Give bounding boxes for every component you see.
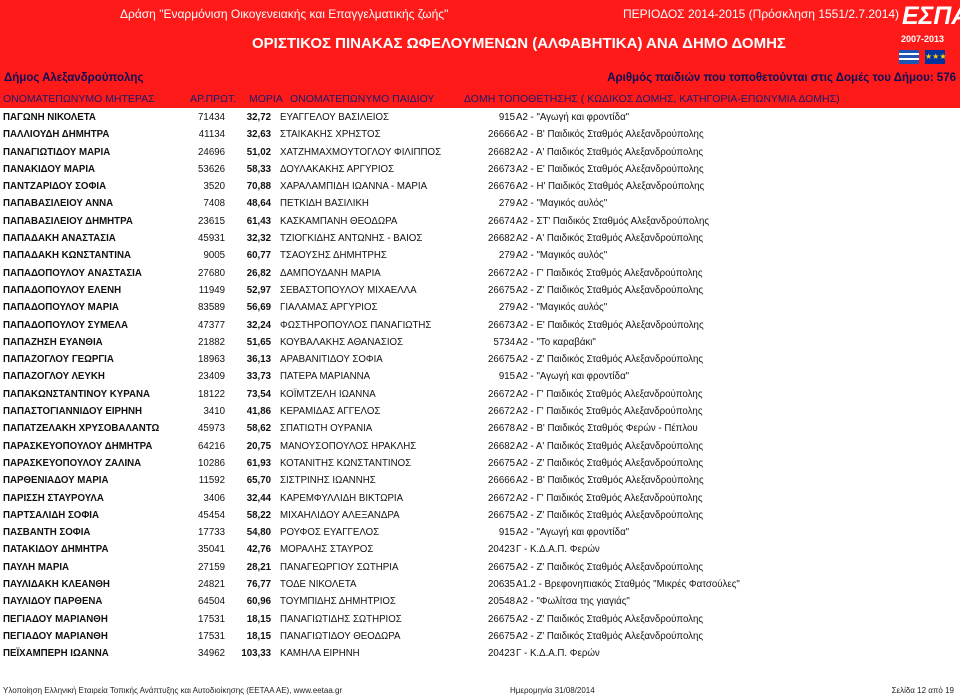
cell-unit: Α2 - Γ' Παιδικός Σταθμός Αλεξανδρούπολης — [516, 492, 703, 504]
cell-code: 26672 — [488, 406, 515, 418]
cell-mother: ΠΕΪΧΑΜΠΕΡΗ ΙΩΑΝΝΑ — [3, 648, 109, 660]
cell-child: ΣΙΣΤΡΙΝΗΣ ΙΩΑΝΝΗΣ — [280, 475, 376, 487]
footer-page: Σελίδα 12 από 19 — [891, 686, 954, 695]
table-row — [0, 439, 960, 456]
cell-score: 42,76 — [246, 544, 271, 556]
cell-mother: ΠΑΠΑΒΑΣΙΛΕΙΟΥ ΔΗΜΗΤΡΑ — [3, 215, 133, 227]
cell-mother: ΠΑΡΘΕΝΙΑΔΟΥ ΜΑΡΙΑ — [3, 475, 109, 487]
cell-mother: ΠΑΠΑΔΟΠΟΥΛΟΥ ΕΛΕΝΗ — [3, 284, 122, 296]
cell-unit: Α2 - "Μαγικός αυλός" — [516, 198, 608, 210]
table-row — [0, 508, 960, 525]
table-row — [0, 612, 960, 629]
logo-years: 2007-2013 — [901, 34, 945, 44]
cell-code: 26672 — [488, 267, 515, 279]
cell-unit: Α2 - "Αγωγή και φροντίδα" — [516, 371, 630, 383]
cell-mother: ΠΑΛΛΙΟΥΔΗ ΔΗΜΗΤΡΑ — [3, 129, 110, 141]
cell-code: 26666 — [488, 129, 515, 141]
cell-unit: Α2 - "Μαγικός αυλός" — [516, 302, 608, 314]
cell-code: 20548 — [488, 596, 515, 608]
cell-code: 26682 — [488, 146, 515, 158]
cell-protocol: 64504 — [198, 596, 225, 608]
cell-protocol: 3520 — [203, 181, 225, 193]
cell-child: ΣΕΒΑΣΤΟΠΟΥΛΟΥ ΜΙΧΑΕΛΛΑ — [280, 284, 417, 296]
cell-protocol: 17531 — [198, 613, 225, 625]
cell-score: 52,97 — [246, 284, 271, 296]
cell-code: 26673 — [488, 163, 515, 175]
cell-unit: Α2 - Β' Παιδικός Σταθμός Φερών - Πέπλου — [516, 423, 698, 435]
cell-code: 26675 — [488, 354, 515, 366]
cell-score: 32,72 — [246, 112, 271, 123]
cell-code: 26682 — [488, 233, 515, 245]
cell-child: ΚΟΪΜΤΖΕΛΗ ΙΩΑΝΝΑ — [280, 388, 376, 400]
cell-code: 915 — [498, 527, 515, 539]
cell-protocol: 27159 — [198, 561, 225, 573]
table-row — [0, 421, 960, 438]
col-protocol: ΑΡ.ΠΡΩΤ. — [190, 93, 237, 105]
cell-child: ΑΡΑΒΑΝΙΤΙΔΟΥ ΣΟΦΙΑ — [280, 354, 383, 366]
table-row — [0, 456, 960, 473]
cell-code: 20635 — [488, 579, 515, 591]
cell-score: 32,44 — [246, 492, 271, 504]
table-row — [0, 525, 960, 542]
cell-code: 26672 — [488, 388, 515, 400]
footer-credit: Υλοποίηση Ελληνική Εταιρεία Τοπικής Ανάπτυξης και Αυτοδιοίκησης (ΕΕΤΑΑ ΑΕ), www.eetaa.gr — [3, 686, 343, 695]
cell-protocol: 11592 — [198, 475, 225, 487]
cell-child: ΣΠΑΤΙΩΤΗ ΟΥΡΑΝΙΑ — [280, 423, 373, 435]
cell-mother: ΠΑΠΑΖΗΣΗ ΕΥΑΝΘΙΑ — [3, 336, 103, 348]
table-row — [0, 646, 960, 663]
cell-score: 58,62 — [246, 423, 271, 435]
cell-score: 18,15 — [246, 613, 271, 625]
cell-code: 26682 — [488, 440, 515, 452]
cell-mother: ΠΑΠΑΔΑΚΗ ΚΩΝΣΤΑΝΤΙΝΑ — [3, 250, 131, 262]
cell-mother: ΠΑΠΑΖΟΓΛΟΥ ΓΕΩΡΓΙΑ — [3, 354, 114, 366]
cell-unit: Α2 - Ζ' Παιδικός Σταθμός Αλεξανδρούπολης — [516, 509, 704, 521]
program-title: Δράση "Εναρμόνιση Οικογενειακής και Επαγγελματικής ζωής" — [120, 7, 449, 21]
cell-score: 32,63 — [246, 129, 271, 141]
cell-score: 36,13 — [246, 354, 271, 366]
cell-child: ΧΑΤΖΗΜΑΧΜΟΥΤΟΓΛΟΥ ΦΙΛΙΠΠΟΣ — [280, 146, 442, 158]
cell-score: 56,69 — [246, 302, 271, 314]
cell-mother: ΠΑΝΑΚΙΔΟΥ ΜΑΡΙΑ — [3, 163, 96, 175]
cell-unit: Α2 - Η' Παιδικός Σταθμός Αλεξανδρούπολης — [516, 181, 705, 193]
cell-mother: ΠΕΓΙΑΔΟΥ ΜΑΡΙΑΝΘΗ — [3, 613, 108, 625]
cell-protocol: 21882 — [198, 336, 225, 348]
cell-protocol: 17531 — [198, 630, 225, 642]
table-row — [0, 179, 960, 196]
cell-child: ΚΟΤΑΝΙΤΗΣ ΚΩΝΣΤΑΝΤΙΝΟΣ — [280, 457, 412, 469]
table-row — [0, 560, 960, 577]
header-banner — [0, 0, 969, 70]
cell-unit: Α2 - "Μαγικός αυλός" — [516, 250, 608, 262]
table-row — [0, 300, 960, 317]
cell-child: ΦΩΣΤΗΡΟΠΟΥΛΟΣ ΠΑΝΑΓΙΩΤΗΣ — [280, 319, 432, 331]
cell-protocol: 7408 — [203, 198, 225, 210]
cell-protocol: 45931 — [198, 233, 225, 245]
cell-mother: ΠΑΣΒΑΝΤΗ ΣΟΦΙΑ — [3, 527, 91, 539]
cell-code: 26675 — [488, 630, 515, 642]
cell-protocol: 45973 — [198, 423, 225, 435]
cell-child: ΡΟΥΦΟΣ ΕΥΑΓΓΕΛΟΣ — [280, 527, 380, 539]
cell-unit: Α2 - Β' Παιδικός Σταθμός Αλεξανδρούπολης — [516, 475, 704, 487]
cell-protocol: 27680 — [198, 267, 225, 279]
cell-code: 5734 — [493, 336, 515, 348]
cell-mother: ΠΑΠΑΤΖΕΛΑΚΗ ΧΡΥΣΟΒΑΛΑΝΤΩ — [3, 423, 160, 435]
cell-protocol: 9005 — [203, 250, 225, 262]
table-row — [0, 162, 960, 179]
table-row — [0, 577, 960, 594]
municipality-name: Δήμος Αλεξανδρούπολης — [4, 72, 144, 84]
cell-unit: Α2 - Ζ' Παιδικός Σταθμός Αλεξανδρούπολης — [516, 354, 704, 366]
cell-child: ΠΕΤΚΙΔΗ ΒΑΣΙΛΙΚΗ — [280, 198, 369, 210]
table-row — [0, 491, 960, 508]
cell-protocol: 3410 — [203, 406, 225, 418]
cell-child: ΠΑΝΑΓΙΩΤΙΔΗΣ ΣΩΤΗΡΙΟΣ — [280, 613, 402, 625]
table-header — [0, 89, 960, 108]
cell-child: ΜΟΡΑΛΗΣ ΣΤΑΥΡΟΣ — [280, 544, 374, 556]
cell-child: ΚΟΥΒΑΛΑΚΗΣ ΑΘΑΝΑΣΙΟΣ — [280, 336, 404, 348]
col-mother: ΟΝΟΜΑΤΕΠΩΝΥΜΟ ΜΗΤΕΡΑΣ — [3, 93, 155, 105]
cell-mother: ΠΑΠΑΣΤΟΓΙΑΝΝΙΔΟΥ ΕΙΡΗΝΗ — [3, 406, 142, 418]
cell-child: ΔΟΥΛΑΚΑΚΗΣ ΑΡΓΥΡΙΟΣ — [280, 163, 395, 175]
cell-child: ΣΤΑΙΚΑΚΗΣ ΧΡΗΣΤΟΣ — [280, 129, 381, 141]
cell-score: 32,32 — [246, 233, 271, 245]
cell-code: 279 — [498, 250, 515, 262]
logo-wordmark: ΕΣΠΑ — [902, 2, 969, 30]
cell-protocol: 23409 — [198, 371, 225, 383]
cell-code: 20423 — [488, 544, 515, 556]
cell-protocol: 45454 — [198, 509, 225, 521]
cell-code: 26678 — [488, 423, 515, 435]
cell-unit: Α2 - Ζ' Παιδικός Σταθμός Αλεξανδρούπολης — [516, 561, 704, 573]
cell-unit: Α2 - Α' Παιδικός Σταθμός Αλεξανδρούπολης — [516, 146, 704, 158]
cell-unit: Α1.2 - Βρεφονηπιακός Σταθμός "Μικρές Φατσούλες" — [516, 579, 740, 591]
cell-child: ΚΑΜΗΛΑ ΕΙΡΗΝΗ — [280, 648, 360, 660]
table-row — [0, 335, 960, 352]
table-row — [0, 629, 960, 646]
cell-mother: ΠΑΠΑΔΟΠΟΥΛΟΥ ΜΑΡΙΑ — [3, 302, 119, 314]
cell-mother: ΠΑΠΑΔΑΚΗ ΑΝΑΣΤΑΣΙΑ — [3, 233, 116, 245]
cell-unit: Α2 - Ζ' Παιδικός Σταθμός Αλεξανδρούπολης — [516, 613, 704, 625]
cell-code: 26675 — [488, 613, 515, 625]
cell-score: 20,75 — [246, 440, 271, 452]
cell-score: 51,02 — [246, 146, 271, 158]
cell-child: ΠΑΤΕΡΑ ΜΑΡΙΑΝΝΑ — [280, 371, 371, 383]
children-count: Αριθμός παιδιών που τοποθετούνται στις Δομές του Δήμου: 576 — [607, 72, 956, 84]
cell-score: 58,33 — [246, 163, 271, 175]
cell-code: 26675 — [488, 509, 515, 521]
cell-score: 65,70 — [246, 475, 271, 487]
cell-mother: ΠΑΤΑΚΙΔΟΥ ΔΗΜΗΤΡΑ — [3, 544, 109, 556]
cell-unit: Α2 - Γ' Παιδικός Σταθμός Αλεξανδρούπολης — [516, 267, 703, 279]
cell-protocol: 34962 — [198, 648, 225, 660]
cell-child: ΤΟΔΕ ΝΙΚΟΛΕΤΑ — [280, 579, 357, 591]
table-row — [0, 594, 960, 611]
greek-flag-icon — [899, 50, 919, 64]
cell-protocol: 24696 — [198, 146, 225, 158]
cell-child: ΤΟΥΜΠΙΔΗΣ ΔΗΜΗΤΡΙΟΣ — [280, 596, 396, 608]
cell-score: 41,86 — [246, 406, 271, 418]
cell-protocol: 18963 — [198, 354, 225, 366]
cell-score: 60,96 — [246, 596, 271, 608]
cell-unit: Α2 - Γ' Παιδικός Σταθμός Αλεξανδρούπολης — [516, 406, 703, 418]
cell-code: 26675 — [488, 561, 515, 573]
cell-child: ΧΑΡΑΛΑΜΠΙΔΗ ΙΩΑΝΝΑ - ΜΑΡΙΑ — [280, 181, 428, 193]
cell-score: 48,64 — [246, 198, 271, 210]
cell-unit: Α2 - "Το καραβάκι" — [516, 336, 596, 348]
cell-code: 915 — [498, 371, 515, 383]
table-row — [0, 352, 960, 369]
table-row — [0, 542, 960, 559]
cell-unit: Α2 - Ζ' Παιδικός Σταθμός Αλεξανδρούπολης — [516, 630, 704, 642]
cell-child: ΠΑΝΑΓΙΩΤΙΔΟΥ ΘΕΟΔΩΡΑ — [280, 630, 401, 642]
cell-mother: ΠΕΓΙΑΔΟΥ ΜΑΡΙΑΝΘΗ — [3, 630, 108, 642]
footer-date: Ημερομηνία 31/08/2014 — [510, 686, 595, 695]
table-row — [0, 196, 960, 213]
table-row — [0, 387, 960, 404]
table-row — [0, 110, 960, 127]
cell-unit: Α2 - Α' Παιδικός Σταθμός Αλεξανδρούπολης — [516, 440, 704, 452]
cell-protocol: 53626 — [198, 163, 225, 175]
cell-mother: ΠΑΠΑΔΟΠΟΥΛΟΥ ΑΝΑΣΤΑΣΙΑ — [3, 267, 142, 279]
cell-mother: ΠΑΓΩΝΗ ΝΙΚΟΛΕΤΑ — [3, 112, 96, 123]
cell-score: 61,43 — [246, 215, 271, 227]
cell-unit: Α2 - Ζ' Παιδικός Σταθμός Αλεξανδρούπολης — [516, 457, 704, 469]
cell-mother: ΠΑΝΑΓΙΩΤΙΔΟΥ ΜΑΡΙΑ — [3, 146, 111, 158]
page-footer — [0, 683, 960, 697]
cell-mother: ΠΑΥΛΙΔΟΥ ΠΑΡΘΕΝΑ — [3, 596, 103, 608]
cell-unit: Α2 - "Αγωγή και φροντίδα" — [516, 112, 630, 123]
cell-code: 26676 — [488, 181, 515, 193]
col-score: ΜΟΡΙΑ — [249, 93, 283, 105]
cell-unit: Α2 - "Αγωγή και φροντίδα" — [516, 527, 630, 539]
cell-protocol: 71434 — [198, 112, 225, 123]
col-structure: ΔΟΜΗ ΤΟΠΟΘΕΤΗΣΗΣ ( ΚΩΔΙΚΟΣ ΔΟΜΗΣ, ΚΑΤΗΓΟΡΙΑ-ΕΠΩΝΥΜΙΑ ΔΟΜΗΣ) — [464, 93, 840, 105]
cell-child: ΜΑΝΟΥΣΟΠΟΥΛΟΣ ΗΡΑΚΛΗΣ — [280, 440, 417, 452]
cell-protocol: 41134 — [198, 129, 225, 141]
col-child: ΟΝΟΜΑΤΕΠΩΝΥΜΟ ΠΑΙΔΙΟΥ — [290, 93, 435, 105]
cell-mother: ΠΑΠΑΖΟΓΛΟΥ ΛΕΥΚΗ — [3, 371, 105, 383]
page-title: ΟΡΙΣΤΙΚΟΣ ΠΙΝΑΚΑΣ ΩΦΕΛΟΥΜΕΝΩΝ (ΑΛΦΑΒΗΤΙΚΑ) ΑΝΑ ΔΗΜΟ ΔΟΜΗΣ — [252, 35, 786, 52]
cell-mother: ΠΑΠΑΔΟΠΟΥΛΟΥ ΣΥΜΕΛΑ — [3, 319, 128, 331]
cell-protocol: 24821 — [198, 579, 225, 591]
cell-protocol: 47377 — [198, 319, 225, 331]
cell-unit: Α2 - ΣΤ' Παιδικός Σταθμός Αλεξανδρούπολης — [516, 215, 710, 227]
cell-protocol: 83589 — [198, 302, 225, 314]
eu-flag-icon: ★★★ — [925, 50, 945, 64]
cell-child: ΠΑΝΑΓΕΩΡΓΙΟΥ ΣΩΤΗΡΙΑ — [280, 561, 399, 573]
cell-protocol: 23615 — [198, 215, 225, 227]
cell-unit: Γ - Κ.Δ.Α.Π. Φερών — [516, 648, 600, 660]
cell-code: 26675 — [488, 284, 515, 296]
cell-score: 54,80 — [246, 527, 271, 539]
cell-code: 26666 — [488, 475, 515, 487]
cell-code: 279 — [498, 198, 515, 210]
cell-unit: Α2 - "Φωλίτσα της γιαγιάς" — [516, 596, 630, 608]
cell-mother: ΠΑΡΙΣΣΗ ΣΤΑΥΡΟΥΛΑ — [3, 492, 104, 504]
table-row — [0, 248, 960, 265]
cell-code: 20423 — [488, 648, 515, 660]
cell-score: 103,33 — [241, 648, 271, 660]
cell-protocol: 11949 — [198, 284, 225, 296]
cell-score: 32,24 — [246, 319, 271, 331]
cell-child: ΕΥΑΓΓΕΛΟΥ ΒΑΣΙΛΕΙΟΣ — [280, 112, 390, 123]
cell-mother: ΠΑΡΑΣΚΕΥΟΠΟΥΛΟΥ ΖΑΛΙΝΑ — [3, 457, 142, 469]
cell-score: 26,82 — [246, 267, 271, 279]
cell-protocol: 10286 — [198, 457, 225, 469]
cell-score: 60,77 — [246, 250, 271, 262]
cell-child: ΜΙΧΑΗΛΙΔΟΥ ΑΛΕΞΑΝΔΡΑ — [280, 509, 400, 521]
cell-unit: Α2 - Γ' Παιδικός Σταθμός Αλεξανδρούπολης — [516, 388, 703, 400]
cell-score: 18,15 — [246, 630, 271, 642]
cell-code: 279 — [498, 302, 515, 314]
cell-child: ΤΣΑΟΥΣΗΣ ΔΗΜΗΤΡΗΣ — [280, 250, 387, 262]
table-row — [0, 145, 960, 162]
cell-unit: Α2 - Ζ' Παιδικός Σταθμός Αλεξανδρούπολης — [516, 284, 704, 296]
cell-child: ΓΙΑΛΑΜΑΣ ΑΡΓΥΡΙΟΣ — [280, 302, 378, 314]
cell-code: 26672 — [488, 492, 515, 504]
period-label: ΠΕΡΙΟΔΟΣ 2014-2015 (Πρόσκληση 1551/2.7.2014) — [623, 7, 900, 21]
table-row — [0, 369, 960, 386]
table-row — [0, 473, 960, 490]
table-row — [0, 283, 960, 300]
table-row — [0, 231, 960, 248]
cell-score: 28,21 — [246, 561, 271, 573]
cell-code: 26675 — [488, 457, 515, 469]
cell-score: 51,65 — [246, 336, 271, 348]
table-row — [0, 266, 960, 283]
cell-unit: Α2 - Ε' Παιδικός Σταθμός Αλεξανδρούπολης — [516, 319, 704, 331]
cell-child: ΔΑΜΠΟΥΔΑΝΗ ΜΑΡΙΑ — [280, 267, 381, 279]
cell-score: 58,22 — [246, 509, 271, 521]
info-bar — [0, 70, 960, 89]
cell-child: ΚΕΡΑΜΙΔΑΣ ΑΓΓΕΛΟΣ — [280, 406, 381, 418]
cell-code: 26673 — [488, 319, 515, 331]
cell-score: 61,93 — [246, 457, 271, 469]
cell-protocol: 3406 — [203, 492, 225, 504]
cell-mother: ΠΑΡΑΣΚΕΥΟΠΟΥΛΟΥ ΔΗΜΗΤΡΑ — [3, 440, 153, 452]
table-row — [0, 214, 960, 231]
cell-unit: Α2 - Β' Παιδικός Σταθμός Αλεξανδρούπολης — [516, 129, 704, 141]
flags-icon — [899, 50, 957, 64]
cell-child: ΤΖΙΟΓΚΙΔΗΣ ΑΝΤΩΝΗΣ - ΒΑΙΟΣ — [280, 233, 423, 245]
cell-protocol: 18122 — [198, 388, 225, 400]
cell-protocol: 35041 — [198, 544, 225, 556]
beneficiaries-table — [0, 110, 960, 664]
cell-mother: ΠΑΥΛΙΔΑΚΗ ΚΛΕΑΝΘΗ — [3, 579, 110, 591]
table-row — [0, 127, 960, 144]
cell-mother: ΠΑΥΛΗ ΜΑΡΙΑ — [3, 561, 70, 573]
cell-score: 73,54 — [246, 388, 271, 400]
table-row — [0, 318, 960, 335]
cell-mother: ΠΑΝΤΖΑΡΙΔΟΥ ΣΟΦΙΑ — [3, 181, 107, 193]
cell-code: 915 — [498, 112, 515, 123]
cell-score: 76,77 — [246, 579, 271, 591]
cell-score: 33,73 — [246, 371, 271, 383]
cell-score: 70,88 — [246, 181, 271, 193]
cell-child: ΚΑΣΚΑΜΠΑΝΗ ΘΕΟΔΩΡΑ — [280, 215, 398, 227]
cell-child: ΚΑΡΕΜΦΥΛΛΙΔΗ ΒΙΚΤΩΡΙΑ — [280, 492, 404, 504]
cell-unit: Α2 - Ε' Παιδικός Σταθμός Αλεξανδρούπολης — [516, 163, 704, 175]
cell-mother: ΠΑΠΑΚΩΝΣΤΑΝΤΙΝΟΥ ΚΥΡΑΝΑ — [3, 388, 150, 400]
cell-protocol: 64216 — [198, 440, 225, 452]
cell-protocol: 17733 — [198, 527, 225, 539]
table-row — [0, 404, 960, 421]
cell-unit: Γ - Κ.Δ.Α.Π. Φερών — [516, 544, 600, 556]
cell-mother: ΠΑΡΤΣΑΛΙΔΗ ΣΟΦΙΑ — [3, 509, 99, 521]
cell-code: 26674 — [488, 215, 515, 227]
cell-unit: Α2 - Α' Παιδικός Σταθμός Αλεξανδρούπολης — [516, 233, 704, 245]
cell-mother: ΠΑΠΑΒΑΣΙΛΕΙΟΥ ΑΝΝΑ — [3, 198, 114, 210]
